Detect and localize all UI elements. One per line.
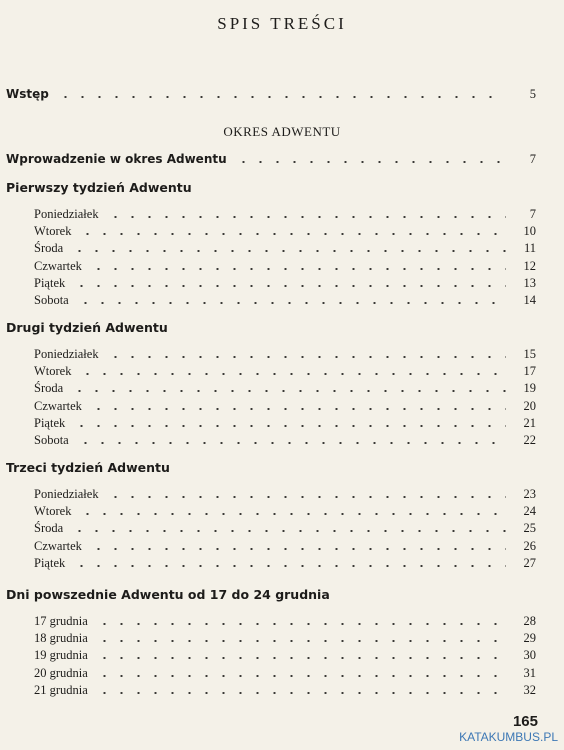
toc-row-page: 22 xyxy=(523,433,536,447)
toc-row-page: 31 xyxy=(523,665,536,680)
toc-row xyxy=(0,431,564,449)
dot-leader xyxy=(77,442,506,444)
group-heading: Drugi tydzień Adwentu xyxy=(6,320,168,335)
toc-row-page: 5 xyxy=(529,87,536,101)
toc-row-label: Sobota xyxy=(34,433,69,447)
toc-row-page: 13 xyxy=(523,275,536,290)
toc-row xyxy=(0,274,564,292)
dot-leader xyxy=(71,390,506,392)
toc-row-page: 7 xyxy=(529,207,536,221)
toc-row-page: 30 xyxy=(523,648,536,663)
toc-row-page: 23 xyxy=(523,487,536,501)
toc-row-page: 27 xyxy=(523,555,536,570)
toc-row xyxy=(0,612,564,630)
dot-leader xyxy=(96,675,506,677)
toc-row-label: Sobota xyxy=(34,293,69,307)
toc-row-label: Piątek xyxy=(34,275,66,290)
toc-row xyxy=(0,629,564,647)
dot-leader xyxy=(73,425,506,427)
toc-row xyxy=(0,397,564,415)
toc-row-page: 28 xyxy=(523,614,536,628)
toc-row-label: Piątek xyxy=(34,415,66,430)
toc-row-label: Poniedziałek xyxy=(34,207,99,221)
section-title: OKRES ADWENTU xyxy=(223,124,341,139)
toc-row xyxy=(0,222,564,240)
toc-row-label: Piątek xyxy=(34,555,66,570)
dot-leader xyxy=(73,565,506,567)
dot-leader xyxy=(71,250,506,252)
toc-row-page: 25 xyxy=(523,521,536,536)
toc-row-label: 17 grudnia xyxy=(34,614,88,628)
dot-leader xyxy=(90,408,506,410)
toc-row xyxy=(0,239,564,257)
dot-leader xyxy=(96,623,506,625)
toc-row-label: Wstęp xyxy=(6,87,49,101)
page-title: SPIS TREŚCI xyxy=(217,14,347,33)
page-number: 165 xyxy=(512,713,538,730)
toc-row-intro xyxy=(0,85,564,103)
dot-leader xyxy=(107,496,506,498)
toc-row-label: Środa xyxy=(34,241,64,256)
toc-row-page: 17 xyxy=(523,364,536,379)
toc-row-label: Wtorek xyxy=(34,504,72,519)
toc-row-page: 26 xyxy=(523,538,536,553)
dot-leader xyxy=(90,268,506,270)
dot-leader xyxy=(57,96,506,98)
dot-leader xyxy=(77,302,506,304)
toc-row-page: 14 xyxy=(523,293,536,307)
toc-row xyxy=(0,379,564,397)
toc-row-label: Czwartek xyxy=(34,398,82,413)
dot-leader xyxy=(90,548,506,550)
toc-row-label: Środa xyxy=(34,381,64,396)
toc-row-page: 21 xyxy=(523,415,536,430)
toc-row-page: 12 xyxy=(523,258,536,273)
toc-row xyxy=(0,519,564,537)
toc-row-label: 21 grudnia xyxy=(34,682,88,697)
toc-row xyxy=(0,537,564,555)
dot-leader xyxy=(107,216,506,218)
toc-row-label: 19 grudnia xyxy=(34,648,88,663)
toc-row xyxy=(0,362,564,380)
toc-row xyxy=(0,554,564,572)
toc-row-label: 18 grudnia xyxy=(34,631,88,646)
dot-leader xyxy=(79,373,506,375)
toc-row-introduction xyxy=(0,150,564,168)
toc-row-page: 10 xyxy=(523,224,536,239)
dot-leader xyxy=(73,285,506,287)
toc-row xyxy=(0,502,564,520)
toc-row xyxy=(0,646,564,664)
dot-leader xyxy=(79,513,506,515)
toc-row-label: Środa xyxy=(34,521,64,536)
group-heading: Dni powszednie Adwentu od 17 do 24 grudnia xyxy=(6,587,330,602)
dot-leader xyxy=(96,640,506,642)
dot-leader xyxy=(107,356,506,358)
toc-row xyxy=(0,291,564,309)
dot-leader xyxy=(79,233,506,235)
toc-row-page: 7 xyxy=(529,152,536,166)
dot-leader xyxy=(71,530,506,532)
dot-leader xyxy=(235,161,506,163)
group-heading: Trzeci tydzień Adwentu xyxy=(6,460,170,475)
toc-row-label: Poniedziałek xyxy=(34,487,99,501)
watermark: KATAKUMBUS.PL xyxy=(459,730,558,744)
toc-row-page: 24 xyxy=(523,504,536,519)
toc-row-page: 19 xyxy=(523,381,536,396)
toc-row-page: 29 xyxy=(523,631,536,646)
toc-row-page: 15 xyxy=(523,347,536,361)
toc-row xyxy=(0,485,564,503)
toc-row xyxy=(0,205,564,223)
dot-leader xyxy=(96,657,506,659)
toc-row-label: Wprowadzenie w okres Adwentu xyxy=(6,152,227,166)
toc-row xyxy=(0,664,564,682)
dot-leader xyxy=(96,692,506,694)
toc-row-label: Wtorek xyxy=(34,224,72,239)
toc-row xyxy=(0,345,564,363)
toc-row-page: 32 xyxy=(523,682,536,697)
toc-row-label: Poniedziałek xyxy=(34,347,99,361)
toc-row xyxy=(0,681,564,699)
toc-row-label: 20 grudnia xyxy=(34,665,88,680)
toc-row-page: 20 xyxy=(523,398,536,413)
toc-row-page: 11 xyxy=(523,241,536,256)
toc-row xyxy=(0,414,564,432)
toc-row xyxy=(0,257,564,275)
toc-row-label: Czwartek xyxy=(34,538,82,553)
toc-row-label: Wtorek xyxy=(34,364,72,379)
toc-row-label: Czwartek xyxy=(34,258,82,273)
group-heading: Pierwszy tydzień Adwentu xyxy=(6,180,192,195)
